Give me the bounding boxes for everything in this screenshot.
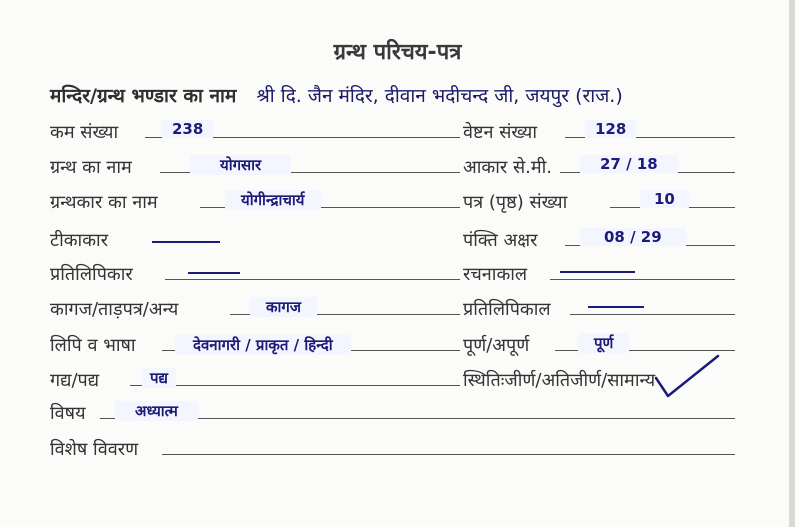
- commentator-dash: [152, 241, 220, 243]
- row-serial: [50, 120, 740, 154]
- form-label: गद्य/पद्य: [50, 370, 100, 391]
- title-value: योगसार: [190, 155, 291, 175]
- condition-label: स्थितिःजीर्ण/अतिजीर्ण/सामान्य: [463, 370, 656, 391]
- subject-value: अध्यात्म: [115, 401, 198, 421]
- row-form: [50, 368, 740, 402]
- leaves-label: पत्र (पृष्ठ) संख्या: [463, 192, 568, 213]
- line-letters-label: पंक्ति अक्षर: [463, 230, 538, 251]
- form-line: [130, 385, 460, 386]
- size-value: 27 / 18: [580, 155, 678, 173]
- special-details-line: [162, 454, 735, 455]
- row-author: [50, 190, 740, 224]
- library-value: श्री दि. जैन मंदिर, दीवान भदीचन्द जी, जयपुर (राज.): [256, 85, 623, 107]
- row-special-details: [50, 437, 740, 471]
- author-value: योगीन्द्राचार्य: [225, 190, 321, 210]
- checkmark-icon: [652, 352, 722, 402]
- row-script-language: [50, 333, 740, 367]
- copyist-dash: [188, 272, 240, 274]
- row-material: [50, 297, 740, 331]
- special-details-label: विशेष विवरण: [50, 439, 139, 460]
- commentator-label: टीकाकार: [50, 230, 109, 251]
- copy-period-dash: [588, 306, 644, 308]
- composition-period-dash: [560, 271, 635, 273]
- material-value: कागज: [250, 297, 317, 317]
- copyist-label: प्रतिलिपिकार: [50, 264, 133, 285]
- row-subject: [50, 401, 740, 435]
- leaves-value: 10: [640, 190, 689, 208]
- row-title: [50, 155, 740, 189]
- wrapper-no-label: वेष्टन संख्या: [463, 122, 538, 143]
- completeness-label: पूर्ण/अपूर्ण: [463, 335, 530, 356]
- line-letters-value: 08 / 29: [580, 228, 686, 246]
- library-row: [50, 82, 623, 108]
- serial-no-value: 238: [162, 120, 213, 138]
- copyist-line: [165, 279, 460, 280]
- card-edge: [789, 0, 795, 527]
- composition-period-line: [550, 279, 735, 280]
- copy-period-line: [570, 314, 735, 315]
- copy-period-label: प्रतिलिपिकाल: [463, 299, 551, 320]
- row-commentator: [50, 228, 740, 262]
- wrapper-no-value: 128: [585, 120, 636, 138]
- composition-period-label: रचनाकाल: [463, 264, 528, 285]
- material-label: कागज/ताड़पत्र/अन्य: [50, 299, 179, 320]
- form-value: पद्य: [142, 368, 176, 388]
- library-label: मन्दिर/ग्रन्थ भण्डार का नाम: [50, 85, 237, 107]
- script-language-value: देवनागरी / प्राकृत / हिन्दी: [175, 335, 351, 355]
- row-copyist: [50, 262, 740, 296]
- size-label: आकार से.मी.: [463, 157, 553, 178]
- title-label: ग्रन्थ का नाम: [50, 157, 132, 178]
- card-title: ग्रन्थ परिचय-पत्र: [333, 40, 462, 65]
- subject-label: विषय: [50, 403, 86, 424]
- author-label: ग्रन्थकार का नाम: [50, 192, 158, 213]
- serial-no-label: कम संख्या: [50, 122, 119, 143]
- completeness-value: पूर्ण: [578, 333, 629, 353]
- script-language-label: लिपि व भाषा: [50, 335, 136, 356]
